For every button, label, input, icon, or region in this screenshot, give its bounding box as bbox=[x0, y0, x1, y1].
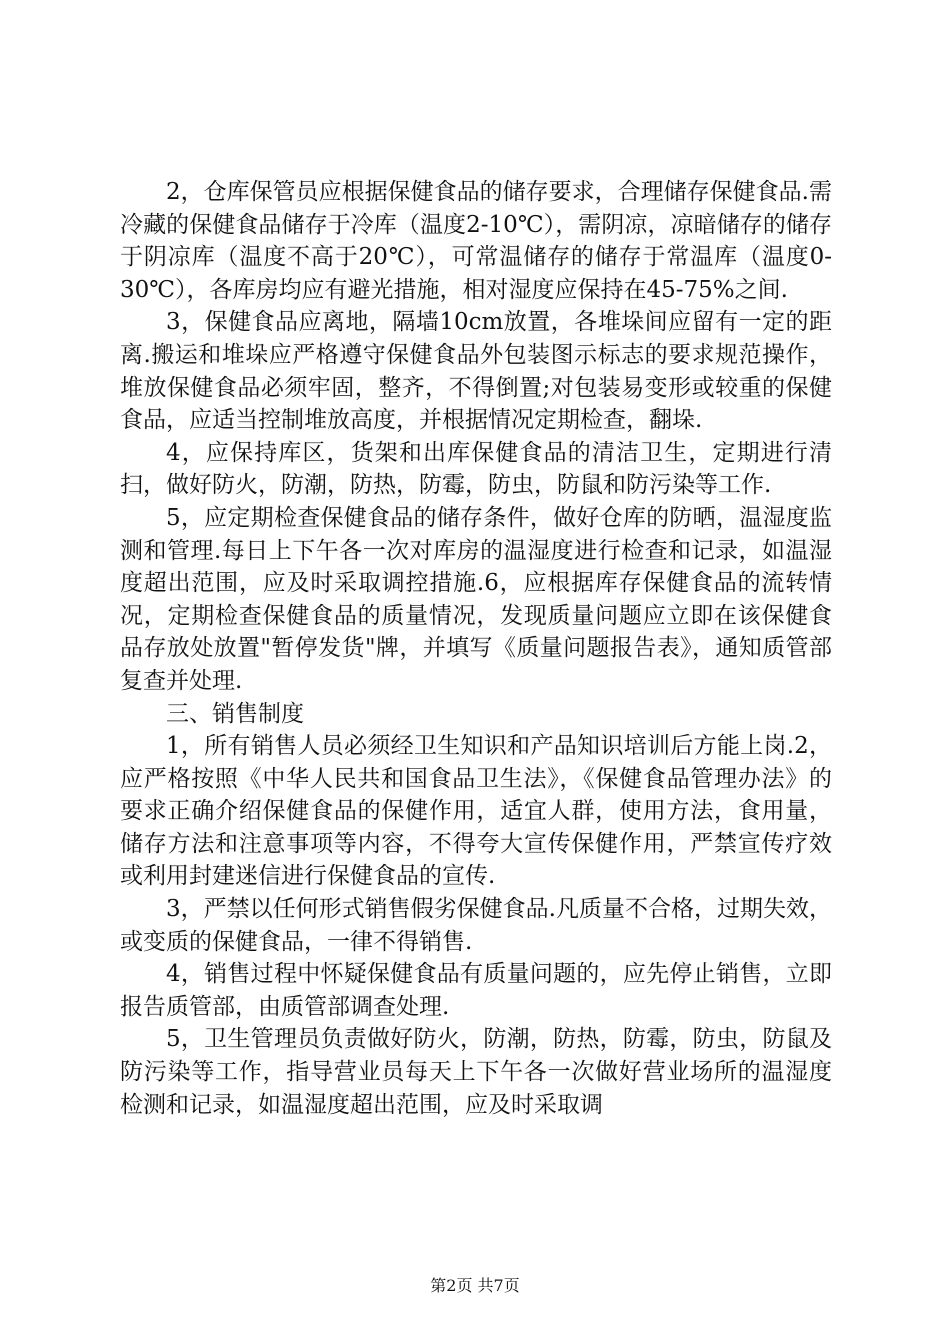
page-footer: 第2页 共7页 bbox=[430, 1276, 520, 1295]
paragraph-sales-3: 3，严禁以任何形式销售假劣保健食品.凡质量不合格，过期失效，或变质的保健食品，一律不得销售. bbox=[120, 896, 832, 955]
paragraph-storage-3: 3，保健食品应离地，隔墙10cm放置，各堆垛间应留有一定的距离.搬运和堆垛应严格遵守保健食品外包装图示标志的要求规范操作，堆放保健食品必须牢固，整齐，不得倒置;对包装易变形或较重的保健食品，应适当控制堆放高度，并根据情况定期检查，翻垛. bbox=[120, 309, 832, 434]
paragraph-sales-4: 4，销售过程中怀疑保健食品有质量问题的，应先停止销售，立即报告质管部，由质管部调查处理. bbox=[120, 961, 832, 1020]
paragraph-storage-4: 4，应保持库区，货架和出库保健食品的清洁卫生，定期进行清扫，做好防火，防潮，防热，防霉，防虫，防鼠和防污染等工作. bbox=[120, 439, 832, 499]
paragraph-sales-5: 5，卫生管理员负责做好防火，防潮，防热，防霉，防虫，防鼠及防污染等工作，指导营业员每天上下午各一次做好营业场所的温湿度检测和记录，如温湿度超出范围，应及时采取调 bbox=[120, 1026, 832, 1118]
paragraph-storage-5: 5，应定期检查保健食品的储存条件，做好仓库的防晒，温湿度监测和管理.每日上下午各一次对库房的温湿度进行检查和记录，如温湿度超出范围，应及时采取调控措施.6，应根据库存保健食品的流转情况，定期检查保健食品的质量情况，发现质量问题应立即在该保健食品存放处放置"暂停发货"牌，并填写《质量问题报告表》，通知质管部复查并处理. bbox=[120, 504, 832, 694]
section-heading-sales: 三、销售制度 bbox=[166, 700, 304, 727]
paragraph-sales-1: 1，所有销售人员必须经卫生知识和产品知识培训后方能上岗.2，应严格按照《中华人民共和国食品卫生法》，《保健食品管理办法》的要求正确介绍保健食品的保健作用，适宜人群，使用方法，食用量，储存方法和注意事项等内容，不得夸大宣传保健作用，严禁宣传疗效或利用封建迷信进行保健食品的宣传. bbox=[120, 733, 832, 890]
paragraph-storage-2: 2，仓库保管员应根据保健食品的储存要求，合理储存保健食品.需冷藏的保健食品储存于冷库（温度2-10℃），需阴凉，凉暗储存的储存于阴凉库（温度不高于20℃），可常温储存的储存于常温库（温度0-30℃），各库房均应有避光措施，相对湿度应保持在45-75%之间. bbox=[120, 179, 832, 303]
document-body bbox=[120, 176, 832, 1121]
